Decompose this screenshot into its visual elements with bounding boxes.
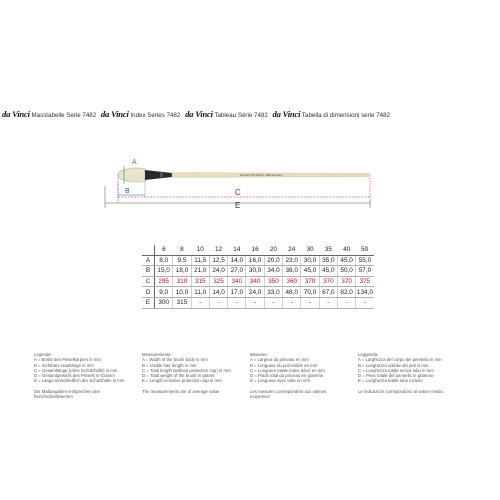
legend-line: E = Length inclusive protection cap in mm xyxy=(142,378,222,384)
heading-text-de: Masstabelle Serie 7482 xyxy=(31,112,97,119)
table-cell: 10,0 xyxy=(173,287,191,298)
table-cell: 38,0 xyxy=(283,266,301,277)
table-cell: 82,0 xyxy=(337,287,355,298)
legend-fr xyxy=(250,352,354,399)
legend-line: D = Poids total du pinceau en gramme xyxy=(250,373,324,379)
table-cell: 27,0 xyxy=(228,266,246,277)
table-cell: - xyxy=(191,297,209,308)
table-cell: 11,0 xyxy=(191,287,209,298)
legend-line: D = Gesamtgewicht des Pinsels in Gramm xyxy=(34,373,115,379)
label-c: C xyxy=(235,188,241,197)
table-cell: 14,0 xyxy=(209,287,227,298)
label-a: A xyxy=(132,159,137,166)
legend-line: D = Total weight of the brush in grams xyxy=(142,373,215,379)
legend-line: E = Lunghezza totale tubo incluso xyxy=(358,378,423,384)
brand-logo: da Vinci xyxy=(2,109,30,119)
table-cell: 33,0 xyxy=(264,287,282,298)
table-cell: 17,0 xyxy=(228,287,246,298)
legend-line: B = Visible hair length in mm xyxy=(142,362,197,368)
table-cell: 50,0 xyxy=(337,266,355,277)
row-label: E xyxy=(142,297,155,308)
table-cell: 8,0 xyxy=(155,255,173,266)
legend-line: E = Longueur avec tube en mm xyxy=(250,378,311,384)
table-cell: 15,0 xyxy=(155,266,173,277)
legend-line: Measurements: xyxy=(142,352,172,357)
table-row xyxy=(142,276,374,287)
legend-it xyxy=(358,352,462,394)
table-row xyxy=(142,297,374,308)
legend-note: Durchschnittswerten xyxy=(34,394,73,400)
size-header: 40 xyxy=(337,245,355,255)
legend-note: The measurements are of average value xyxy=(142,388,220,394)
legend-line: B = Sichtbare Haarlänge in mm xyxy=(34,362,94,368)
table-cell: 34,0 xyxy=(264,266,282,277)
legend-line: C = Longueur totale (sans tube) en mm xyxy=(250,367,325,373)
dimension-table xyxy=(142,245,374,309)
table-cell: 20,0 xyxy=(264,255,282,266)
table-cell: - xyxy=(319,297,337,308)
table-cell: 325 xyxy=(209,276,227,287)
table-cell: 18,0 xyxy=(173,266,191,277)
table-cell: 45,0 xyxy=(319,266,337,277)
table-cell: 30,0 xyxy=(246,266,264,277)
table-cell: - xyxy=(356,297,374,308)
legend-line: A = Larghezza del corpo del pennello in mm xyxy=(358,357,442,363)
legend-line: Legende: xyxy=(34,352,52,357)
legend-line: D = Peso totale del pennello in grammo xyxy=(358,373,434,379)
legend-note: Les mesures correspondent aux valeurs xyxy=(250,388,327,394)
heading-text-fr: Tableau Série 7482 xyxy=(214,112,268,119)
table-cell: 9,0 xyxy=(155,287,173,298)
table-cell: - xyxy=(337,297,355,308)
legend-en xyxy=(142,352,246,394)
table-cell: 35,0 xyxy=(319,255,337,266)
legend-de xyxy=(34,352,138,399)
size-header: 24 xyxy=(283,245,301,255)
table-cell: 315 xyxy=(191,276,209,287)
size-header: 10 xyxy=(191,245,209,255)
table-cell: 57,0 xyxy=(356,266,374,277)
legend-line: E = Länge einschließlich der Schutzhülle in mm xyxy=(34,378,125,384)
table-cell: - xyxy=(228,297,246,308)
table-cell: 16,0 xyxy=(246,255,264,266)
brand-logo: da Vinci xyxy=(272,109,301,119)
table-cell: 45,0 xyxy=(337,255,355,266)
row-label: B xyxy=(142,266,155,277)
legend-line: Leggenda: xyxy=(358,352,379,357)
table-row xyxy=(142,287,374,298)
table-cell: - xyxy=(209,297,227,308)
table-cell: 300 xyxy=(155,297,173,308)
size-header: 50 xyxy=(356,245,374,255)
table-cell: 48,0 xyxy=(283,287,301,298)
table-row xyxy=(142,266,374,277)
brand-logo: da Vinci xyxy=(100,109,129,119)
table-cell: - xyxy=(283,297,301,308)
size-header: 14 xyxy=(228,245,246,255)
size-header: 16 xyxy=(246,245,264,255)
table-cell: 370 xyxy=(301,276,319,287)
table-cell: 24,0 xyxy=(209,266,227,277)
table-row xyxy=(142,255,374,266)
legend-note: Le indicazioni corrispondono al valore medio. xyxy=(358,388,444,394)
table-cell: 340 xyxy=(228,276,246,287)
size-header: 30 xyxy=(301,245,319,255)
table-cell: 55,0 xyxy=(356,255,374,266)
legend-line: B = Lunghezza visibile dei peli in mm xyxy=(358,362,429,368)
brand-logo: da Vinci xyxy=(185,109,213,119)
size-header: 20 xyxy=(264,245,282,255)
row-label: A xyxy=(142,255,155,266)
label-b: B xyxy=(125,188,130,195)
table-cell: 360 xyxy=(283,276,301,287)
table-corner xyxy=(142,245,155,255)
size-header: 12 xyxy=(209,245,227,255)
size-header: 8 xyxy=(173,245,191,255)
table-cell: 70,0 xyxy=(301,287,319,298)
heading-text-it: Tabella di dimensioni serie 7482 xyxy=(301,112,390,119)
table-cell: 315 xyxy=(173,297,191,308)
table-cell: 30,0 xyxy=(301,255,319,266)
table-cell: 45,0 xyxy=(301,266,319,277)
table-cell: 134,0 xyxy=(356,288,373,296)
brush-ferrule xyxy=(145,170,172,180)
brush-bristles xyxy=(118,168,145,182)
table-cell: 310 xyxy=(173,276,191,287)
table-cell: 9,5 xyxy=(173,255,191,266)
brush-diagram xyxy=(0,150,500,220)
label-e: E xyxy=(235,201,241,210)
table-cell: 21,0 xyxy=(191,266,209,277)
legend-line: C = Total length (without protection cap) in mm xyxy=(142,367,231,373)
table-cell: - xyxy=(301,297,319,308)
table-header-row xyxy=(142,245,374,255)
table-cell: 295 xyxy=(155,276,173,287)
heading-text-en: Index Series 7482 xyxy=(130,112,181,119)
legend-line: A = Largeur du pinceau en mm xyxy=(250,357,309,363)
table-cell: 12,5 xyxy=(209,255,227,266)
legend-line: A = Width of the brush body in mm xyxy=(142,357,208,363)
handle-print: da Vinci TOP-ACRYL 7482 Germany xyxy=(240,174,283,178)
row-label: C xyxy=(142,276,155,287)
legend-line: C = Gesamtlänge (ohne Schutzhülle) in mm xyxy=(34,367,118,373)
legend-line: C = Lunghezza totale senza tubo in mm xyxy=(358,367,434,373)
table-cell: 11,5 xyxy=(191,255,209,266)
table-cell: - xyxy=(246,297,264,308)
table-cell: 375 xyxy=(356,276,374,287)
legend-line: B = Longueur du poil visible en mm xyxy=(250,362,318,368)
table-cell: 340 xyxy=(246,276,264,287)
legend-line: A = Breite des Pinselkörpers in mm xyxy=(34,357,101,363)
table-cell: 67,0 xyxy=(319,287,337,298)
table-cell: 24,0 xyxy=(246,287,264,298)
size-header: 35 xyxy=(319,245,337,255)
legend-note: Die Maßangaben entsprechen den xyxy=(34,388,101,394)
legend-line: Mesures: xyxy=(250,352,268,357)
legend-note: moyennes xyxy=(250,394,270,400)
row-label: D xyxy=(142,287,155,298)
table-cell: 350 xyxy=(264,276,282,287)
table-cell: 14,0 xyxy=(228,255,246,266)
size-header: 6 xyxy=(155,245,173,255)
table-cell: 370 xyxy=(337,276,355,287)
series-heading xyxy=(2,110,500,120)
table-cell: - xyxy=(264,297,282,308)
table-cell: 370 xyxy=(319,276,337,287)
table-cell: 23,0 xyxy=(283,255,301,266)
